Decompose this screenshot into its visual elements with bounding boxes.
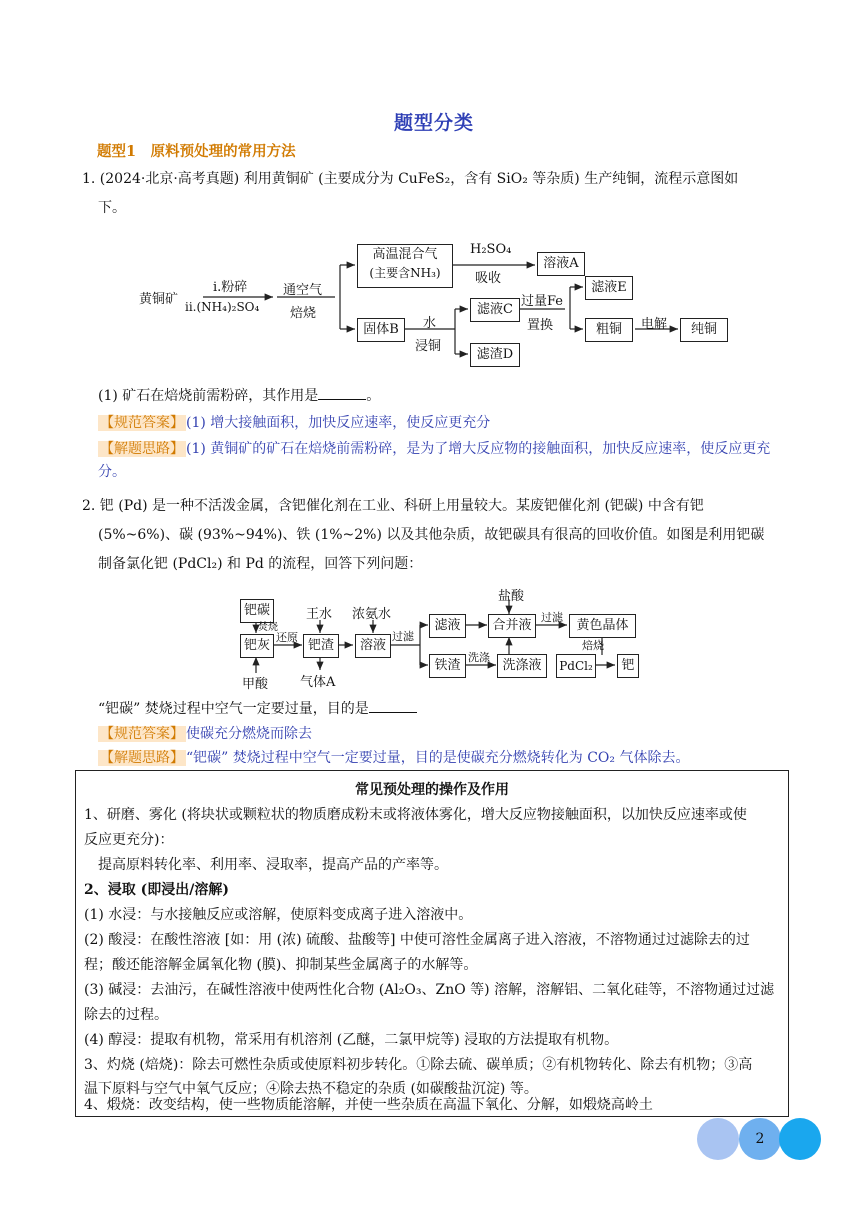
q1-step1-top: i.粉碎 [213,280,248,295]
q2-filtrate: 滤液 [429,614,466,638]
summary-title: 常见预处理的操作及作用 [355,782,509,798]
q1-gas-box [357,244,453,288]
page-title: 题型分类 [393,112,474,134]
q2-thought [98,744,689,773]
q1-residue-d: 滤渣D [470,343,520,367]
q1-filtrate-e: 滤液E [585,276,633,300]
q2-wash-liquid: 洗涤液 [497,654,547,678]
q2-pd-carbon: 钯碳 [240,599,274,623]
q2-pd-ash: 钯灰 [240,634,274,658]
q1-acid-top: H₂SO₄ [470,242,512,257]
q1-thought-line1: (1) 黄铜矿的矿石在焙烧前需粉碎，是为了增大反应物的接触面积，加快反应速率，使反应更充 [186,441,771,457]
q2-answer-text: 使碳充分燃烧而除去 [186,726,312,742]
summary-row-8: (3) 碱浸：去油污，在碱性溶液中使两性化合物 (Al₂O₃、ZnO 等) 溶解，溶解铝、二氧化硅等，不溶物通过过滤 [84,982,775,998]
q2-wash: 洗涤 [468,651,490,664]
q2-line3: 制备氯化钯 (PdCl₂) 和 Pd 的流程，回答下列问题： [98,556,423,572]
q1-line1: 1. (2024·北京·高考真题) 利用黄铜矿 (主要成分为 CuFeS₂，含有 SiO₂ 等杂质) 生产纯铜，流程示意图如 [82,171,739,187]
q2-formic: 甲酸 [242,677,269,692]
q1-answer-text: (1) 增大接触面积，加快反应速率，使反应更充分 [186,415,491,431]
q1-pure-cu: 纯铜 [680,318,728,342]
q2-hcl: 盐酸 [498,589,525,604]
q1-question: (1) 矿石在焙烧前需粉碎，其作用是 。 [98,382,380,411]
q2-burn2: 焙烧 [582,639,604,652]
q2-filter2: 过滤 [541,611,563,624]
section-title: 题型1 原料预处理的常用方法 [97,143,296,160]
q1-thought [98,435,770,464]
q1-filtrate-c: 滤液C [470,298,520,322]
q1-step1-bottom: ii.(NH₄)₂SO₄ [185,300,260,314]
q1-step2-top: 通空气 [283,283,323,298]
q2-line2: (5%~6%)、碳 (93%~94%)、铁 (1%~2%) 以及其他杂质，故钯碳具有很高的回收价值。如图是利用钯碳 [98,527,765,543]
q1-flow-diagram [135,236,755,376]
summary-row-4: 2、浸取 (即浸出/溶解) [84,882,229,898]
q2-pdcl2: PdCl₂ [556,654,596,678]
q1-water-top: 水 [423,316,437,331]
q1-thought-line2: 分。 [98,464,126,480]
summary-row-9: 除去的过程。 [84,1007,168,1023]
summary-row-2: 反应更充分)： [84,832,174,848]
q1-fe-top: 过量Fe [521,294,564,309]
q2-pd-residue: 钯渣 [303,634,339,658]
q2-reduce: 还原 [276,631,298,644]
q2-answer-label: 【规范答案】 [100,726,184,742]
summary-row-5: (1) 水浸：与水接触反应或溶解，使原料变成离子进入溶液中。 [84,907,473,923]
summary-box [75,770,789,1117]
q1-start-label: 黄铜矿 [139,292,179,307]
q1-solution-a: 溶液A [537,252,585,276]
q1-step2-bottom: 焙烧 [290,306,317,321]
q1-fe-bottom: 置换 [527,318,554,333]
q1-acid-bottom: 吸收 [475,271,502,286]
page-number: 2 [739,1118,781,1160]
q1-answer-blank [318,385,366,400]
q1-crude-cu: 粗铜 [585,318,633,342]
q2-ammonia: 浓氨水 [352,607,392,622]
summary-row-3: 提高原料转化率、利用率、浸取率，提高产品的产率等。 [84,857,448,873]
q2-burn: 焚烧 [258,622,278,633]
summary-row-11: 3、灼烧 (焙烧)：除去可燃性杂质或使原料初步转化。①除去硫、碳单质；②有机物转化、除去有机物；③高 [84,1057,753,1073]
q2-aqua-regia: 王水 [306,607,333,622]
q1-electro: 电解 [641,317,668,332]
q2-gas-a: 气体A [300,675,336,690]
q2-line1: 2. 钯 (Pd) 是一种不活泼金属，含钯催化剂在工业、科研上用量较大。某废钯催化剂 (钯碳) 中含有钯 [82,498,704,514]
q2-thought-text: “钯碳” 焚烧过程中空气一定要过量，目的是使碳充分燃烧转化为 CO₂ 气体除去。 [186,750,690,766]
q1-answer-label: 【规范答案】 [100,415,184,431]
q2-pd: 钯 [617,654,639,678]
q2-yellow-crystal: 黄色晶体 [569,614,636,638]
q2-solution: 溶液 [355,634,391,658]
page-bubble-right [779,1118,821,1160]
summary-row-12: 温下原料与空气中氧气反应；④除去热不稳定的杂质 (如碳酸盐沉淀) 等。 [84,1081,538,1097]
q1-question-text: (1) 矿石在焙烧前需粉碎，其作用是 [98,388,319,404]
q2-thought-label: 【解题思路】 [100,750,184,766]
q1-water-bottom: 浸铜 [415,339,442,354]
page-bubble-left [697,1118,739,1160]
q1-gas-line1: 高温混合气 [372,247,438,262]
summary-row-7: 程；酸还能溶解金属氧化物 (膜)、抑制某些金属离子的水解等。 [84,957,478,973]
q1-thought-label: 【解题思路】 [100,441,184,457]
summary-row-1: 1、研磨、雾化 (将块状或颗粒状的物质磨成粉末或将液体雾化，增大反应物接触面积，以加快反应速率或使 [84,807,747,823]
q1-gas-line2: (主要含NH₃) [369,266,441,280]
q1-answer [98,409,490,438]
q1-solid-b: 固体B [357,318,405,342]
q2-combined: 合并液 [488,614,536,638]
q2-answer-blank [369,698,417,713]
summary-row-13: 4、煅烧：改变结构，使一些物质能溶解，并使一些杂质在高温下氧化、分解，如煅烧高岭土 [84,1097,653,1113]
summary-row-6: (2) 酸浸：在酸性溶液 [如：用 (浓) 硫酸、盐酸等] 中使可溶性金属离子进入溶液，不溶物通过过滤除去的过 [84,932,750,948]
q2-filter1: 过滤 [392,630,414,643]
summary-row-10: (4) 醇浸：提取有机物，常采用有机溶剂 (乙醚，二氯甲烷等) 浸取的方法提取有机物。 [84,1032,619,1048]
q2-fe-residue: 铁渣 [429,654,466,678]
q1-line2: 下。 [98,200,126,216]
q2-flow-diagram [232,585,652,690]
q2-question-text: “钯碳” 焚烧过程中空气一定要过量，目的是 [98,701,369,717]
